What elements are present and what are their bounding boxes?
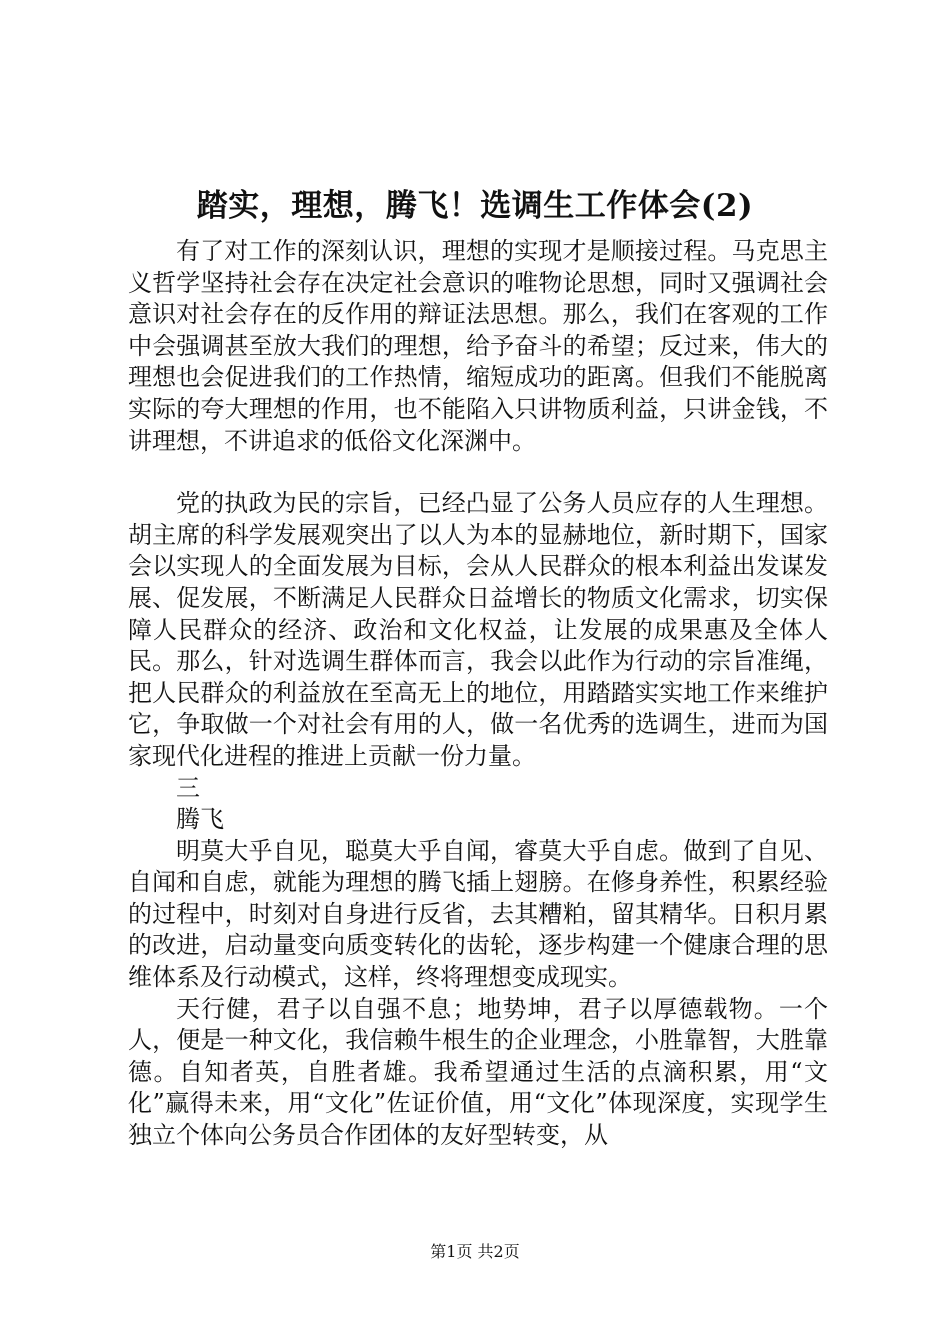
paragraph-4: 天行健，君子以自强不息；地势坤，君子以厚德载物。一个人，便是一种文化，我信赖牛根生的企业理念，小胜靠智，大胜靠德。自知者英，自胜者雄。我希望通过生活的点滴积累，用“文化”赢得未来，用“文化”佐证价值，用“文化”体现深度，实现学生独立个体向公务员合作团体的友好型转变，从 xyxy=(128,994,828,1150)
paragraph-3: 明莫大乎自见，聪莫大乎自闻，睿莫大乎自虑。做到了自见、自闻和自虑，就能为理想的腾飞插上翅膀。在修身养性，积累经验的过程中，时刻对自身进行反省，去其糟粕，留其精华。日积月累的改进，启动量变向质变转化的齿轮，逐步构建一个健康合理的思维体系及行动模式，这样，终将理想变成现实。 xyxy=(128,836,828,992)
section-number: 三 xyxy=(176,773,200,802)
section-title: 腾飞 xyxy=(176,805,224,834)
document-body xyxy=(128,236,828,1152)
paragraph-spacer xyxy=(128,457,828,488)
document-title: 踏实，理想，腾飞！选调生工作体会(2) xyxy=(196,188,754,224)
paragraph-2: 党的执政为民的宗旨，已经凸显了公务人员应存的人生理想。胡主席的科学发展观突出了以人为本的显赫地位，新时期下，国家会以实现人的全面发展为目标，会从人民群众的根本利益出发谋发展、促发展，不断满足人民群众日益增长的物质文化需求，切实保障人民群众的经济、政治和文化权益，让发展的成果惠及全体人民。那么，针对选调生群体而言，我会以此作为行动的宗旨准绳，把人民群众的利益放在至高无上的地位，用踏踏实实地工作来维护它，争取做一个对社会有用的人，做一名优秀的选调生，进而为国家现代化进程的推进上贡献一份力量。 xyxy=(128,489,828,770)
page-footer: 第1页 共2页 xyxy=(430,1242,520,1261)
paragraph-1: 有了对工作的深刻认识，理想的实现才是顺接过程。马克思主义哲学坚持社会存在决定社会意识的唯物论思想，同时又强调社会意识对社会存在的反作用的辩证法思想。那么，我们在客观的工作中会强调甚至放大我们的理想，给予奋斗的希望；反过来，伟大的理想也会促进我们的工作热情，缩短成功的距离。但我们不能脱离实际的夸大理想的作用，也不能陷入只讲物质利益，只讲金钱，不讲理想，不讲追求的低俗文化深渊中。 xyxy=(128,237,828,455)
